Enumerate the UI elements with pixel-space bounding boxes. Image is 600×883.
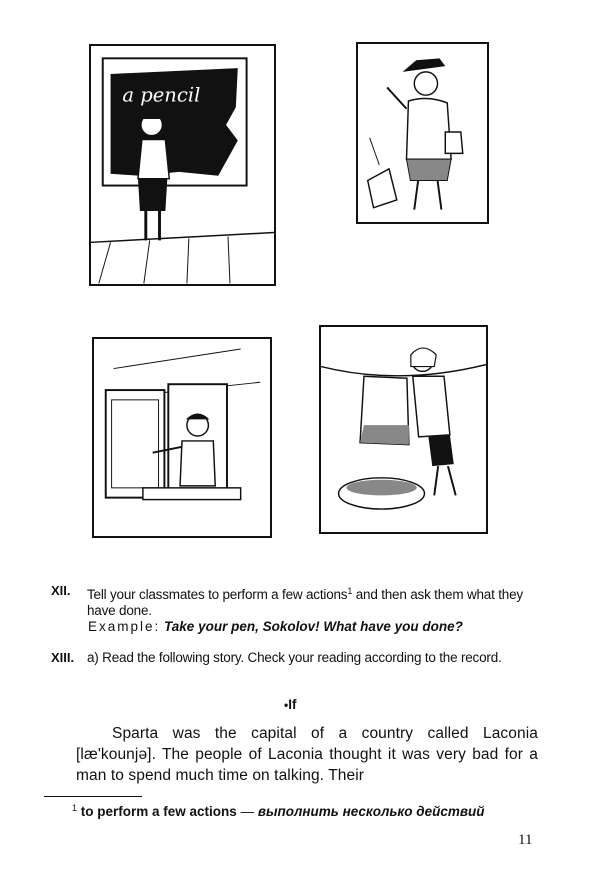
footnote-translation: выполнить несколько действий [257, 804, 485, 819]
story-title [284, 697, 296, 712]
footnote-term: to perform a few actions [80, 804, 237, 819]
exercise-12-text-part1: Tell your classmates to perform a few actions [87, 587, 348, 602]
exercise-13-number: XIII. [51, 650, 75, 665]
footnote-mark: 1 [72, 803, 78, 813]
chalkboard-text: a pencil [122, 83, 201, 107]
exercise-12-note-mark: 1 [347, 586, 353, 596]
exercise-12-example [88, 619, 463, 634]
exercise-13 [51, 650, 546, 666]
illustration-woman-laundry [319, 325, 488, 534]
exercise-12-number: XII. [51, 583, 71, 598]
exercise-12-text [87, 583, 546, 619]
story-bullet: • [284, 698, 289, 712]
boy-chalkboard-drawing [91, 46, 274, 284]
story-title-text: If [288, 697, 297, 712]
exercise-13-text: a) Read the following story. Check your reading according to the record. [87, 650, 502, 665]
woman-laundry-drawing [321, 327, 486, 532]
story-paragraph: Sparta was the capital of a country called Laconia [læ'kounjə]. The people of Laconia thought it was very bad for a man to spend much time on talking. Their [76, 725, 538, 784]
page-number: 11 [518, 832, 533, 848]
example-text: Take your pen, Sokolov! What have you done? [164, 619, 463, 634]
woman-dropped-bag-drawing [358, 44, 487, 222]
exercise-12-text-part2: and then ask them what they have done. [87, 587, 523, 618]
boy-window-drawing [94, 339, 270, 536]
illustration-boy-window [92, 337, 272, 538]
example-label: Example: [88, 619, 161, 634]
illustration-boy-chalkboard [89, 44, 276, 286]
footnote-divider [44, 796, 142, 797]
footnote-dash: — [236, 804, 258, 819]
footnote [72, 803, 485, 819]
illustration-woman-dropped-bag [356, 42, 489, 224]
exercise-12 [51, 583, 546, 619]
